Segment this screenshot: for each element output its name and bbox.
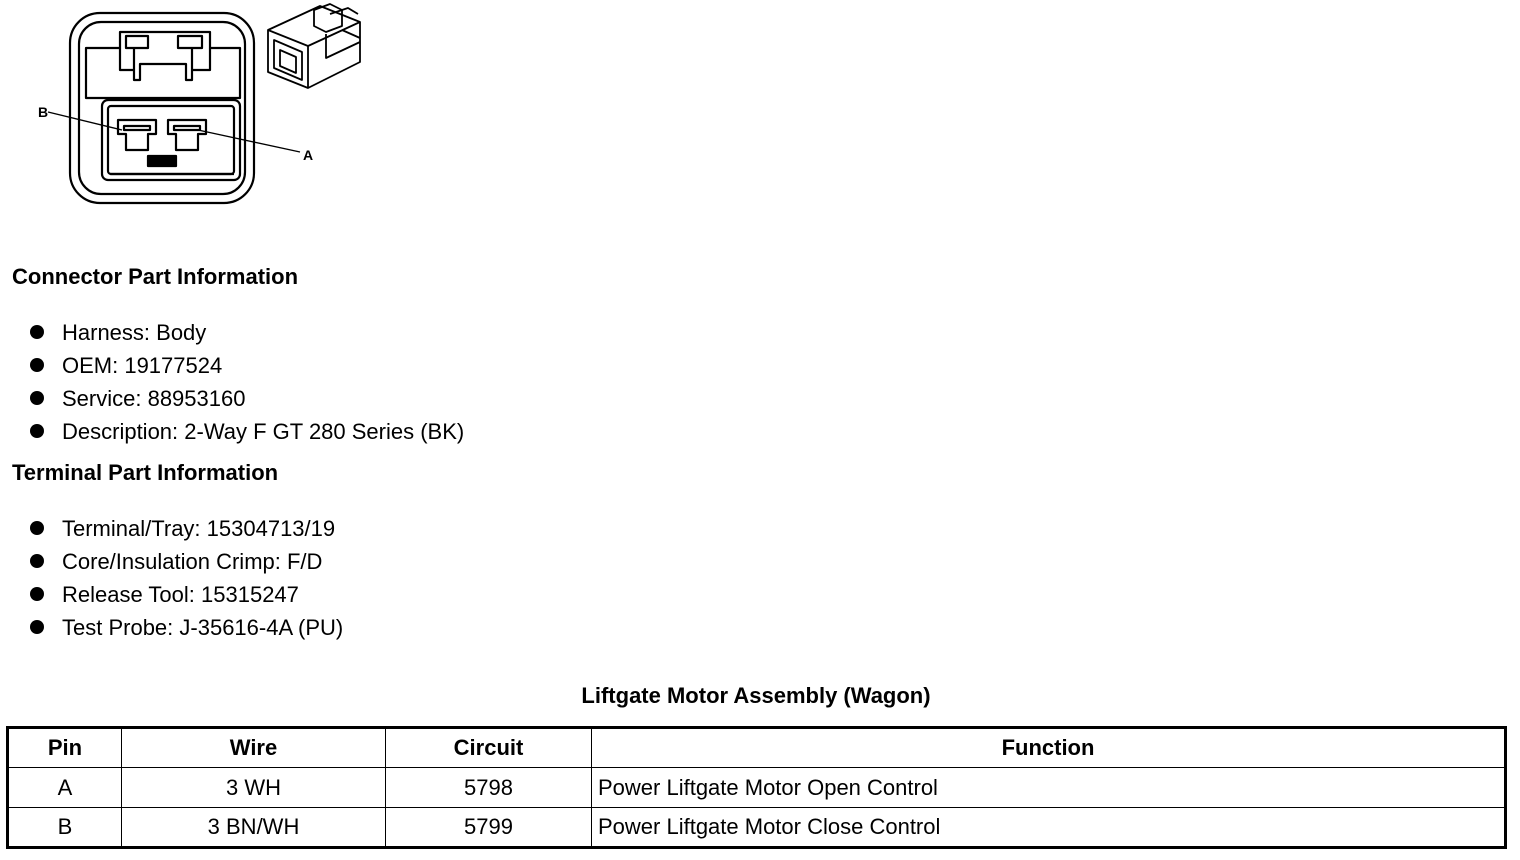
terminal-cavity-frame (102, 100, 240, 180)
list-item: Terminal/Tray: 15304713/19 (28, 512, 343, 545)
list-item: Core/Insulation Crimp: F/D (28, 545, 343, 578)
column-header-wire: Wire (122, 728, 386, 768)
list-item: Harness: Body (28, 316, 464, 349)
pin-label-a: A (303, 147, 314, 163)
bullet-icon (30, 391, 44, 405)
table-header-row (8, 728, 1506, 768)
bullet-icon (30, 358, 44, 372)
cell-pin: B (8, 808, 122, 848)
list-item: Service: 88953160 (28, 382, 464, 415)
terminal-info-heading: Terminal Part Information (12, 460, 279, 485)
column-header-pin: Pin (8, 728, 122, 768)
list-item: OEM: 19177524 (28, 349, 464, 382)
table-row (8, 768, 1506, 808)
table-title: Liftgate Motor Assembly (Wagon) (581, 683, 931, 708)
cell-circuit: 5798 (386, 768, 592, 808)
list-item: Test Probe: J-35616-4A (PU) (28, 611, 343, 644)
pin-label-b: B (38, 104, 49, 120)
bullet-icon (30, 587, 44, 601)
table-row (8, 808, 1506, 848)
bullet-icon (30, 521, 44, 535)
connector-isometric-icon (268, 4, 360, 88)
terminal-b-shape (118, 120, 156, 150)
bullet-icon (30, 424, 44, 438)
cell-wire: 3 BN/WH (122, 808, 386, 848)
column-header-function: Function (592, 728, 1506, 768)
pin-table (6, 726, 1507, 849)
connector-info-heading: Connector Part Information (12, 264, 299, 289)
terminal-info-list (28, 512, 343, 644)
column-header-circuit: Circuit (386, 728, 592, 768)
terminal-a-shape (168, 120, 206, 150)
cell-pin: A (8, 768, 122, 808)
cell-function: Power Liftgate Motor Open Control (592, 768, 1506, 808)
cell-function: Power Liftgate Motor Close Control (592, 808, 1506, 848)
list-item: Description: 2-Way F GT 280 Series (BK) (28, 415, 464, 448)
cell-circuit: 5799 (386, 808, 592, 848)
connector-diagram (30, 0, 380, 215)
bullet-icon (30, 325, 44, 339)
bullet-icon (30, 620, 44, 634)
list-item: Release Tool: 15315247 (28, 578, 343, 611)
bullet-icon (30, 554, 44, 568)
cell-wire: 3 WH (122, 768, 386, 808)
connector-info-list (28, 316, 464, 448)
